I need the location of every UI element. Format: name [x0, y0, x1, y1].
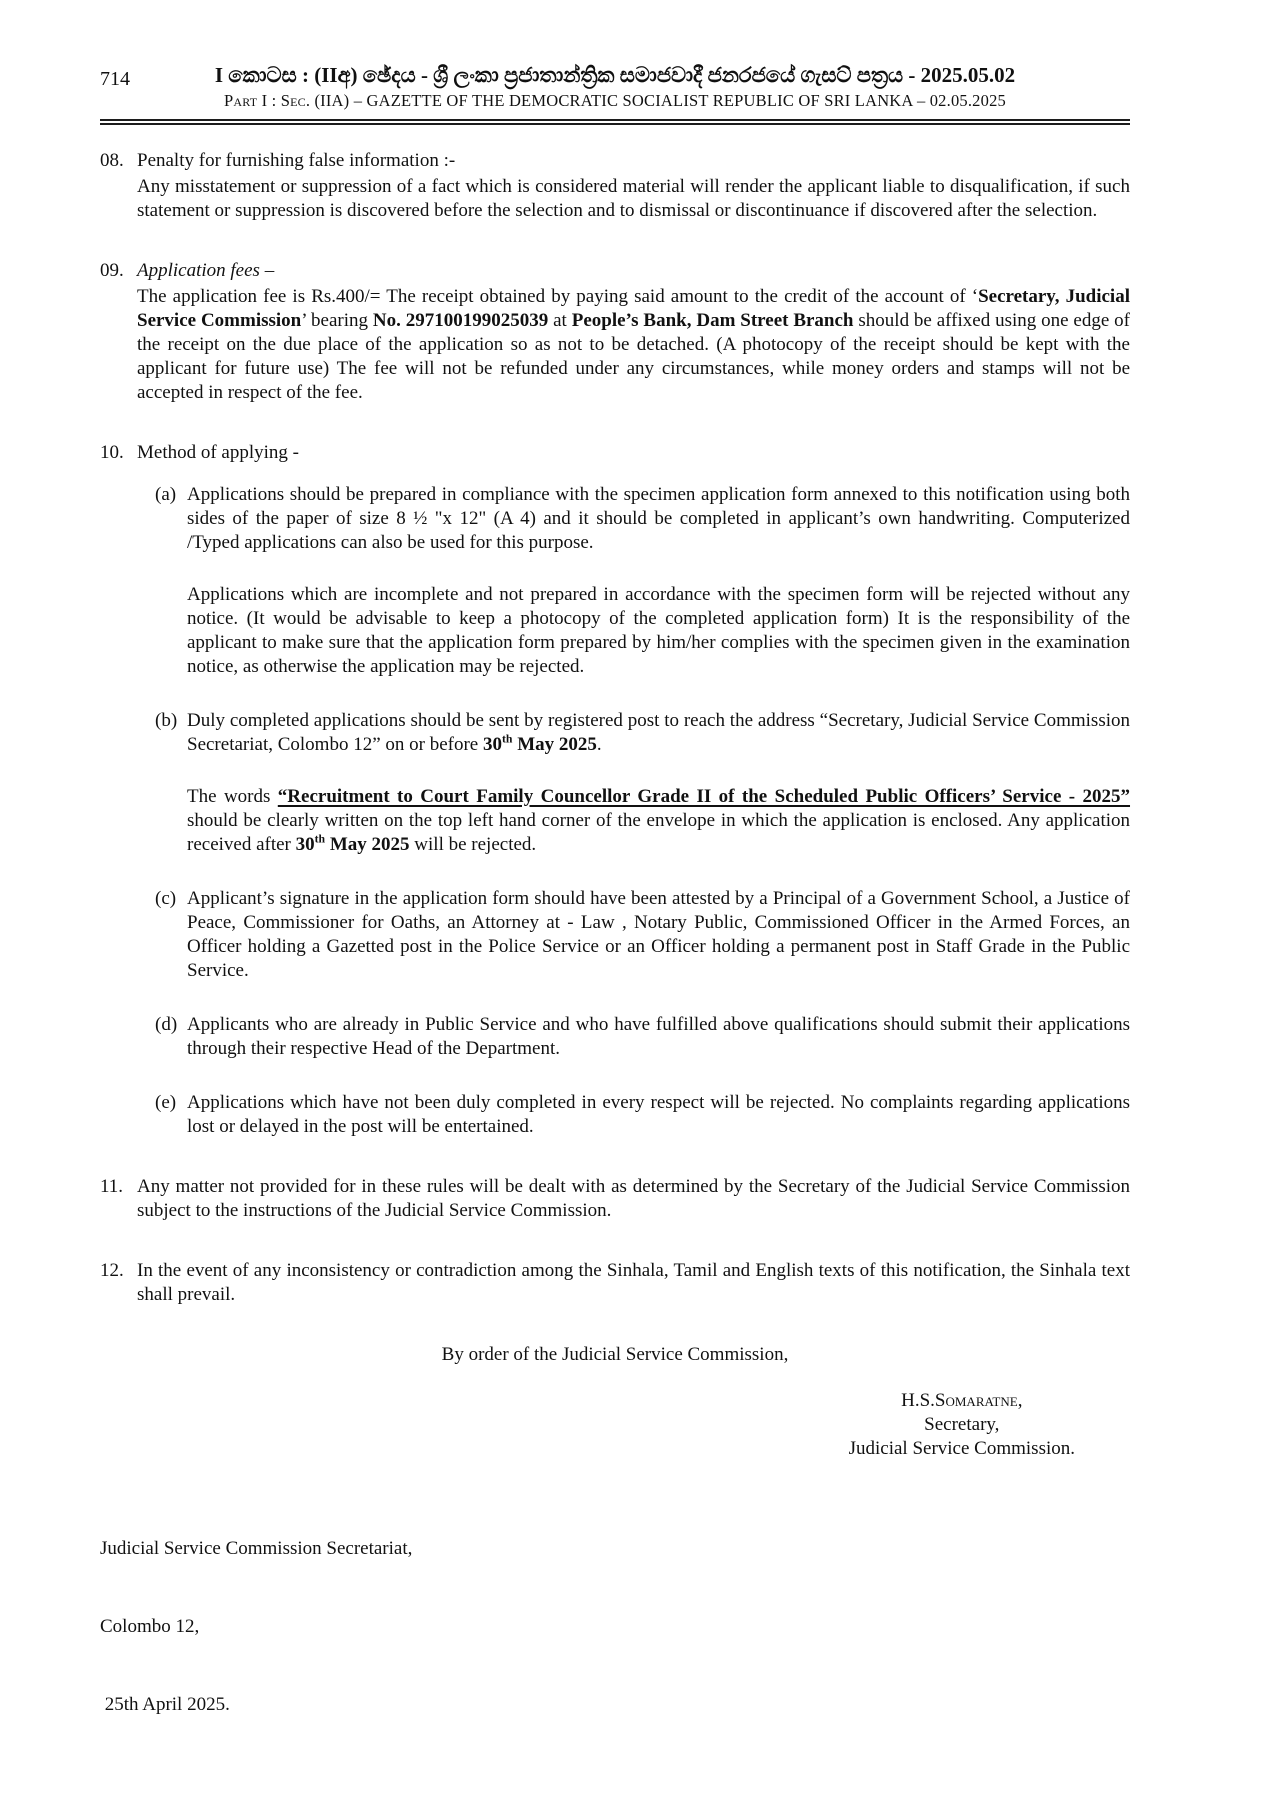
section-11	[100, 1175, 1130, 1223]
subitem-a-label: (a)	[155, 484, 177, 505]
section-08	[100, 149, 1130, 223]
footer-address-line-2: Colombo 12,	[100, 1616, 200, 1637]
header-title-sinhala: I කොටස : (IIඅ) ඡේදය - ශ්‍රී ලංකා ප්‍රජාතාන්ත්‍රික සමාජවාදී ජනරජයේ ගැසට් පත්‍රය - 2025.05.02	[214, 63, 1016, 87]
section-08-heading: Penalty for furnishing false information :-	[137, 150, 456, 171]
subitem-b-paragraph-2: The words “Recruitment to Court Family Councellor Grade II of the Scheduled Public Officers’ Service - 2025” should be clearly written on the top left hand corner of the envelope in which the application is enclosed. Any application received after 30th May 2025 will be rejected.	[187, 786, 1131, 855]
section-11-number: 11.	[100, 1176, 124, 1197]
subitem-e-label: (e)	[155, 1092, 177, 1113]
subitem-b-label: (b)	[155, 710, 178, 731]
section-12-paragraph: In the event of any inconsistency or contradiction among the Sinhala, Tamil and English texts of this notification, the Sinhala text shall prevail.	[137, 1260, 1130, 1305]
signatory-organization: Judicial Service Commission.	[848, 1438, 1075, 1459]
section-09	[100, 259, 1130, 405]
document-body	[100, 149, 1130, 1770]
subitem-a-paragraph-2: Applications which are incomplete and not prepared in accordance with the specimen form will be rejected without any notice. (It would be advisable to keep a photocopy of the completed application form) It is the responsibility of the applicant to make sure that the application form prepared by him/her complies with the specimen given in the examination notice, as otherwise the application may be rejected.	[187, 584, 1130, 677]
footer-address-line-3: 25th April 2025.	[100, 1694, 230, 1715]
page-number: 714	[100, 68, 130, 90]
section-09-paragraph: The application fee is Rs.400/= The receipt obtained by paying said amount to the credit of the account of ‘Secretary, Judicial Service Commission’ bearing No. 297100199025039 at People’s Bank, Dam Street Branch should be affixed using one edge of the receipt on the due place of the application so as not to be detached. (A photocopy of the receipt should be kept with the applicant for future use) The fee will not be refunded under any circumstances, while money orders and stamps will not be accepted in respect of the fee.	[137, 286, 1130, 403]
subitem-c-label: (c)	[155, 888, 177, 909]
footer-address-line-1: Judicial Service Commission Secretariat,	[100, 1538, 413, 1559]
subitem-c-paragraph: Applicant’s signature in the application form should have been attested by a Principal of a Government School, a Justice of Peace, Commissioner for Oaths, an Attorney at - Law , Notary Public, Commissioned Officer in the Armed Forces, an Officer holding a Gazetted post in the Police Service or an Officer holding a permanent post in Staff Grade in the Public Service.	[187, 888, 1130, 981]
subitem-c	[155, 887, 1130, 983]
subitem-d-label: (d)	[155, 1014, 178, 1035]
subitem-a	[155, 483, 1130, 679]
footer-address	[100, 1484, 1130, 1770]
signature-block	[849, 1389, 1075, 1460]
subitem-b-paragraph-1: Duly completed applications should be sent by registered post to reach the address “Secretary, Judicial Service Commission Secretariat, Colombo 12” on or before 30th May 2025.	[187, 710, 1130, 755]
signatory-title: Secretary,	[924, 1414, 1000, 1435]
section-11-paragraph: Any matter not provided for in these rules will be dealt with as determined by the Secretary of the Judicial Service Commission subject to the instructions of the Judicial Service Commission.	[137, 1176, 1130, 1221]
subitem-b	[155, 709, 1130, 857]
section-08-number: 08.	[100, 150, 124, 171]
section-10-number: 10.	[100, 442, 124, 463]
section-08-paragraph: Any misstatement or suppression of a fact which is considered material will render the applicant liable to disqualification, if such statement or suppression is discovered before the selection and to dismissal or discontinuance if discovered after the selection.	[137, 176, 1130, 221]
subitem-e	[155, 1091, 1130, 1139]
subitem-a-paragraph-1: Applications should be prepared in compliance with the specimen application form annexed to this notification using both sides of the paper of size 8 ½ "x 12" (A 4) and it should be completed in applicant’s own handwriting. Computerized /Typed applications can also be used for this purpose.	[187, 484, 1130, 553]
by-order-line: By order of the Judicial Service Commission,	[441, 1344, 789, 1365]
section-12	[100, 1259, 1130, 1307]
subitem-e-paragraph: Applications which have not been duly completed in every respect will be rejected. No complaints regarding applications lost or delayed in the post will be entertained.	[187, 1092, 1130, 1137]
section-12-number: 12.	[100, 1260, 124, 1281]
header-title-english: Part I : Sec. (IIA) – GAZETTE OF THE DEMOCRATIC SOCIALIST REPUBLIC OF SRI LANKA – 02.05.2025	[224, 91, 1006, 110]
section-10	[100, 441, 1130, 1139]
page-header	[100, 62, 1130, 125]
header-rule	[100, 119, 1130, 125]
section-10-sublist	[155, 483, 1130, 1139]
section-09-heading: Application fees –	[137, 260, 275, 281]
section-09-number: 09.	[100, 260, 124, 281]
subitem-d-paragraph: Applicants who are already in Public Service and who have fulfilled above qualifications should submit their applications through their respective Head of the Department.	[187, 1014, 1130, 1059]
signatory-name: H.S.Somaratne,	[901, 1390, 1023, 1411]
section-10-heading: Method of applying -	[137, 442, 300, 463]
subitem-d	[155, 1013, 1130, 1061]
